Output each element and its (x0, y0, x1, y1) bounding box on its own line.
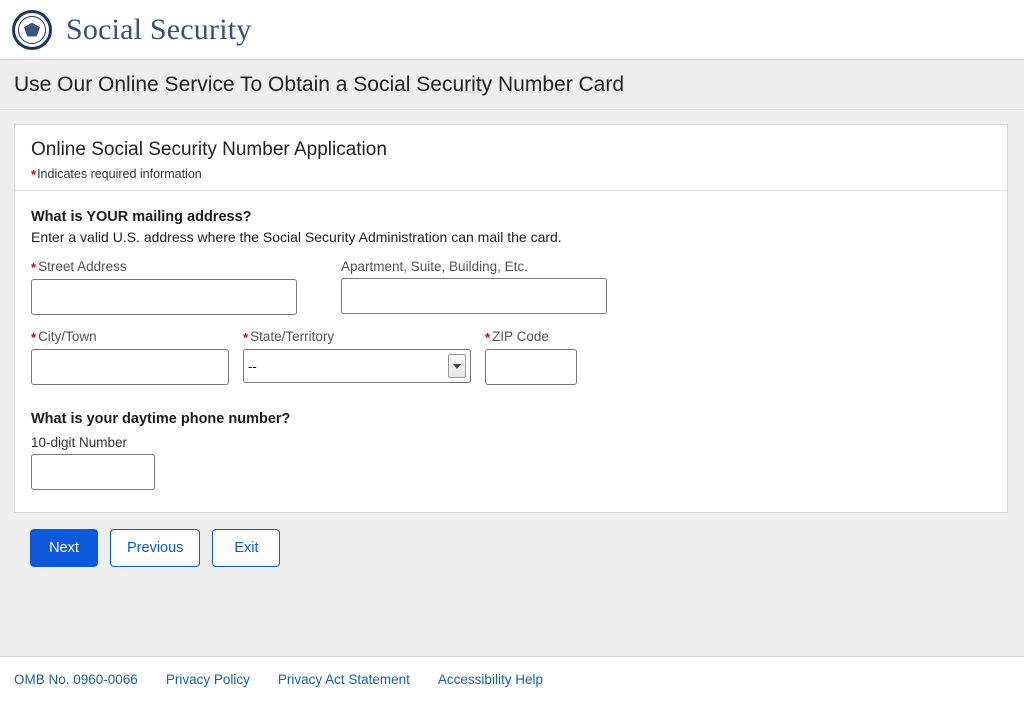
required-marker-icon: * (485, 330, 491, 345)
apartment-field (341, 259, 607, 314)
street-address-input[interactable] (31, 279, 297, 315)
apartment-label: Apartment, Suite, Building, Etc. (341, 259, 528, 274)
card-title: Online Social Security Number Application (31, 139, 387, 160)
city-label-text: City/Town (38, 329, 97, 344)
required-marker-icon: * (243, 330, 249, 345)
next-button[interactable]: Next (30, 529, 98, 567)
site-footer (0, 656, 1024, 702)
address-row-1 (31, 259, 991, 315)
ssa-seal-icon (12, 10, 52, 50)
city-label (31, 329, 229, 345)
phone-section (31, 411, 991, 490)
zip-field (485, 329, 577, 385)
state-select-wrapper (243, 349, 471, 383)
form-button-bar (14, 513, 1010, 567)
required-marker-icon: * (31, 330, 37, 345)
card-body (15, 191, 1007, 512)
footer-link-privacy-policy[interactable]: Privacy Policy (165, 672, 250, 687)
required-note-text: Indicates required information (37, 167, 202, 181)
application-card (14, 124, 1008, 513)
phone-input[interactable] (31, 454, 155, 490)
apartment-input[interactable] (341, 278, 607, 314)
mailing-address-question: What is YOUR mailing address? (31, 209, 252, 225)
state-label (243, 329, 471, 345)
brand-title: Social Security (66, 12, 252, 46)
city-field (31, 329, 229, 385)
main-content (0, 110, 1024, 656)
street-address-field (31, 259, 297, 315)
exit-button[interactable]: Exit (212, 529, 280, 567)
card-header (15, 125, 1007, 191)
required-marker-icon: * (31, 260, 37, 275)
state-field (243, 329, 471, 383)
street-address-label (31, 259, 297, 275)
phone-field (31, 431, 991, 490)
zip-label (485, 329, 577, 345)
previous-button[interactable]: Previous (110, 529, 200, 567)
footer-link-privacy-act-statement[interactable]: Privacy Act Statement (277, 672, 410, 687)
footer-link-omb[interactable]: OMB No. 0960-0066 (14, 672, 138, 687)
zip-input[interactable] (485, 349, 577, 385)
zip-label-text: ZIP Code (492, 329, 549, 344)
state-label-text: State/Territory (250, 329, 335, 344)
city-input[interactable] (31, 349, 229, 385)
footer-link-accessibility-help[interactable]: Accessibility Help (437, 672, 543, 687)
street-address-label-text: Street Address (38, 259, 127, 274)
phone-question: What is your daytime phone number? (31, 411, 291, 427)
address-row-2 (31, 329, 991, 385)
page-title: Use Our Online Service To Obtain a Social Security Number Card (14, 72, 625, 96)
mailing-address-instruction: Enter a valid U.S. address where the Social Security Administration can mail the card. (31, 229, 562, 245)
phone-label: 10-digit Number (31, 435, 128, 450)
page-title-bar (0, 60, 1024, 110)
required-note (31, 167, 991, 182)
state-select[interactable] (243, 349, 471, 383)
required-marker-icon: * (31, 167, 37, 182)
site-header (0, 0, 1024, 60)
